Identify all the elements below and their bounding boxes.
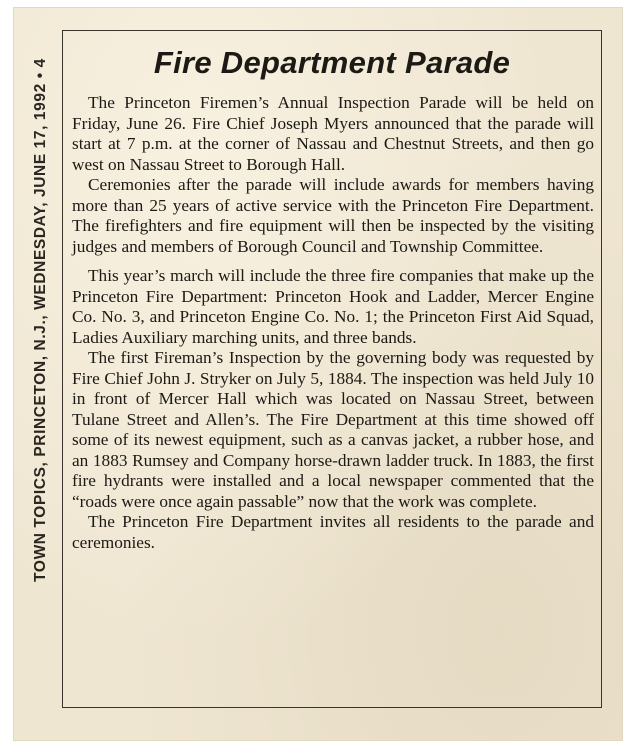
paragraph: The first Fireman’s Inspection by the governing body was requested by Fire Chief John J. Stryker on July 5, 1884. The inspection was held July 10 in front of Mercer Hall which was located on Nassau Street, between Tulane Street and Allen’s. The Fire Department at this time showed off some of its newest equipment, such as a canvas jacket, a rubber hose, and an 1883 Rumsey and Company horse-drawn ladder truck. In 1883, the first fire hydrants were installed and a local newspaper commented that the “roads were once again passable” now that the work was complete. xyxy=(72,348,594,511)
paragraph: The Princeton Firemen’s Annual Inspection Parade will be held on Friday, June 26. Fire Chief Joseph Myers announced that the parade will start at 7 p.m. at the corner of Nassau and Chestnut Streets, and then go west on Nassau Street to Borough Hall. xyxy=(72,93,594,174)
paragraph: This year’s march will include the three fire companies that make up the Princeton Fire Department: Princeton Hook and Ladder, Mercer Engine Co. No. 3, and Princeton Engine Co. No. 1; the Princeton First Aid Squad, Ladies Auxiliary marching units, and three bands. xyxy=(72,266,594,347)
paragraph: The Princeton Fire Department invites all residents to the parade and ceremonies. xyxy=(72,512,594,552)
article-body xyxy=(72,93,594,553)
article-title: Fire Department Parade xyxy=(153,45,511,80)
publication-spine xyxy=(22,20,60,620)
article-frame xyxy=(62,30,602,708)
publication-dateline: TOWN TOPICS, PRINCETON, N.J., WEDNESDAY, JUNE 17, 1992 • 4 xyxy=(32,58,49,582)
paragraph: Ceremonies after the parade will include awards for members having more than 25 years of active service with the Princeton Fire Department. The firefighters and fire equipment will then be inspected by the visiting judges and members of Borough Council and Township Committee. xyxy=(72,175,594,256)
